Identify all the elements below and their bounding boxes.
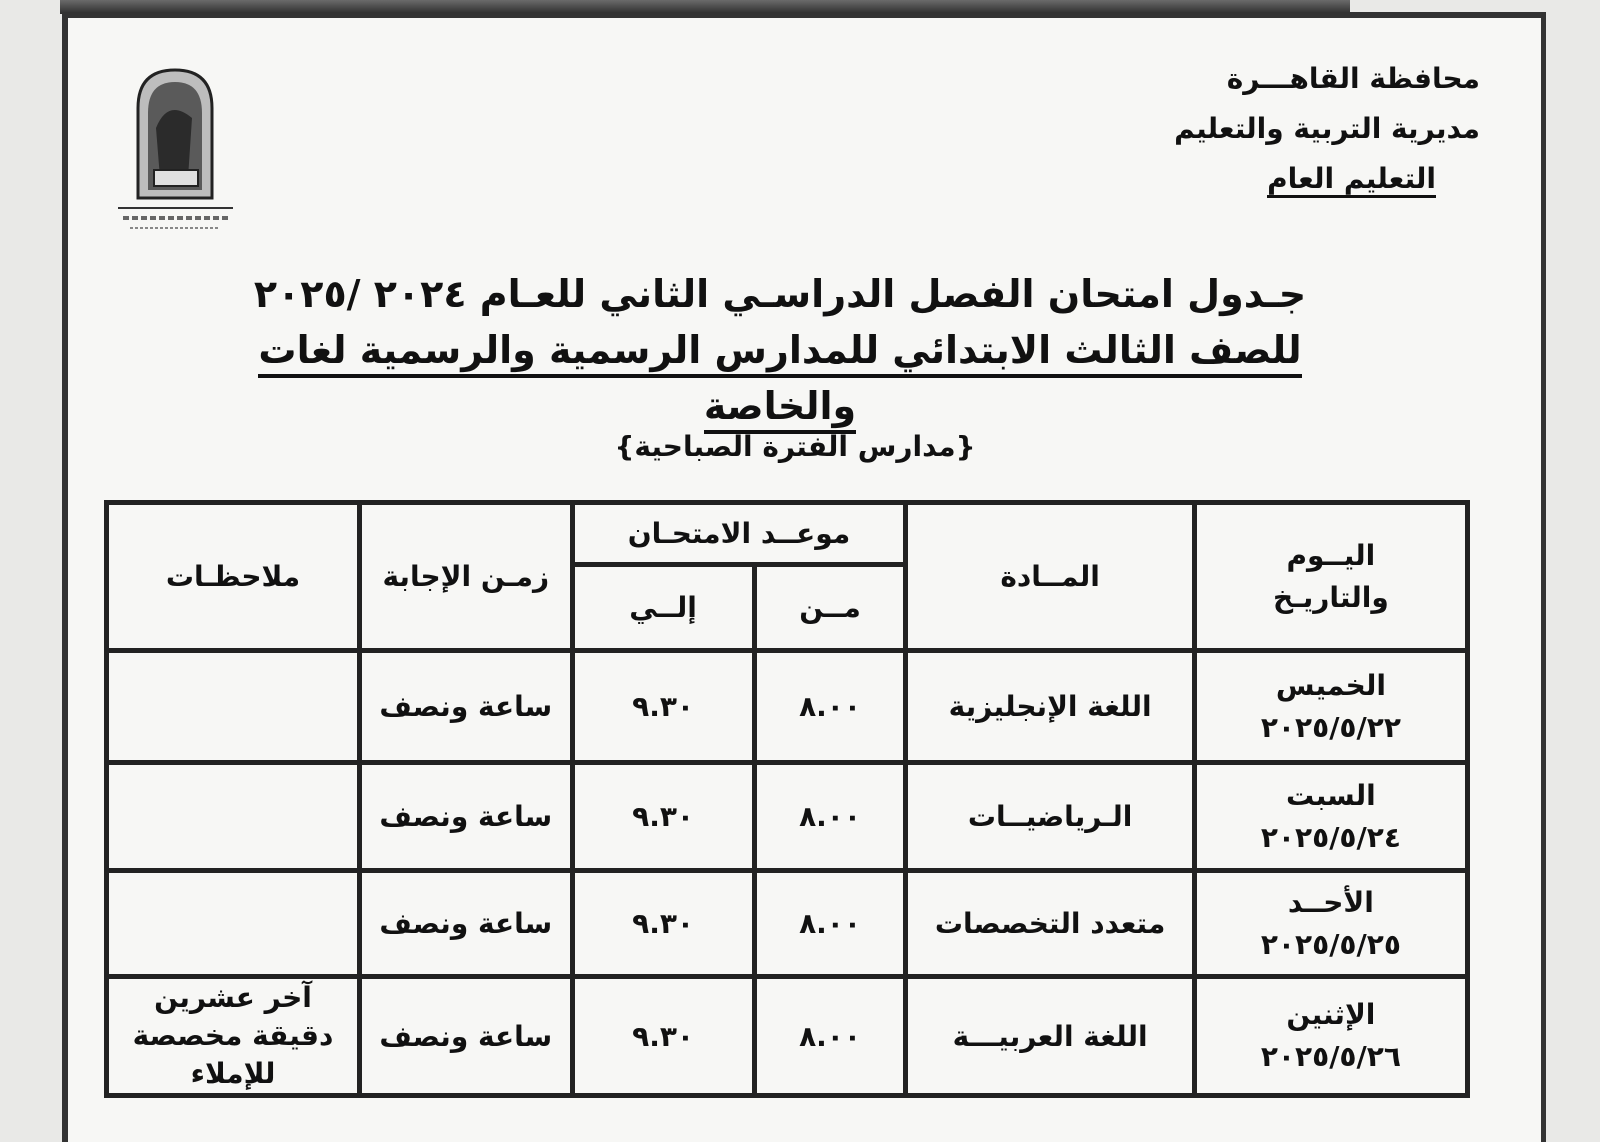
title-line-1: جـدول امتحان الفصل الدراسـي الثاني للعـام ٢٠٢٤ /٢٠٢٥ <box>253 272 1307 316</box>
header-row <box>107 503 1468 565</box>
duration-cell: ساعة ونصف <box>360 651 572 763</box>
subject-cell: متعدد التخصصات <box>906 871 1194 977</box>
header-exam-time: موعــد الامتحـان <box>572 503 906 565</box>
notes-cell <box>107 871 360 977</box>
subject-cell: اللغة الإنجليزية <box>906 651 1194 763</box>
title-line-2: للصف الثالث الابتدائي للمدارس الرسمية والرسمية لغات والخاصة <box>258 328 1301 434</box>
header-subject: المــادة <box>906 503 1194 651</box>
to-cell: ٩.٣٠ <box>572 977 754 1096</box>
notes-cell <box>107 651 360 763</box>
to-cell: ٩.٣٠ <box>572 651 754 763</box>
header-to: إلــي <box>572 565 754 651</box>
issuer-header <box>1140 54 1480 204</box>
header-duration: زمـن الإجابة <box>360 503 572 651</box>
table-row <box>107 977 1468 1096</box>
duration-cell: ساعة ونصف <box>360 871 572 977</box>
to-cell: ٩.٣٠ <box>572 763 754 871</box>
notes-cell <box>107 763 360 871</box>
table-row <box>107 651 1468 763</box>
from-cell: ٨.٠٠ <box>754 871 906 977</box>
duration-cell: ساعة ونصف <box>360 977 572 1096</box>
day-date-cell: الأحــد ٢٠٢٥/٥/٢٥ <box>1194 871 1467 977</box>
from-cell: ٨.٠٠ <box>754 977 906 1096</box>
day-date-cell: الخميس ٢٠٢٥/٥/٢٢ <box>1194 651 1467 763</box>
subject-cell: اللغة العربيـــة <box>906 977 1194 1096</box>
table-row <box>107 871 1468 977</box>
header-day-date: اليــوم والتاريـخ <box>1194 503 1467 651</box>
to-cell: ٩.٣٠ <box>572 871 754 977</box>
logo-emblem-icon <box>108 58 243 238</box>
notes-cell: آخر عشرين دقيقة مخصصة للإملاء <box>107 977 360 1096</box>
from-cell: ٨.٠٠ <box>754 763 906 871</box>
governorate-name: محافظة القاهـــرة <box>1226 62 1480 95</box>
period-subtitle: {مدارس الفترة الصباحية} <box>614 430 976 463</box>
department-name: التعليم العام <box>1267 162 1436 198</box>
header-notes: ملاحظـات <box>107 503 360 651</box>
directorate-logo <box>108 58 243 238</box>
directorate-name: مديرية التربية والتعليم <box>1174 112 1480 145</box>
duration-cell: ساعة ونصف <box>360 763 572 871</box>
day-date-cell: السبت ٢٠٢٥/٥/٢٤ <box>1194 763 1467 871</box>
header-from: مــن <box>754 565 906 651</box>
table-row <box>107 763 1468 871</box>
exam-schedule-table <box>104 500 1470 1098</box>
from-cell: ٨.٠٠ <box>754 651 906 763</box>
day-date-cell: الإثنين ٢٠٢٥/٥/٢٦ <box>1194 977 1467 1096</box>
subject-cell: الـرياضيــات <box>906 763 1194 871</box>
document-title <box>240 266 1320 434</box>
